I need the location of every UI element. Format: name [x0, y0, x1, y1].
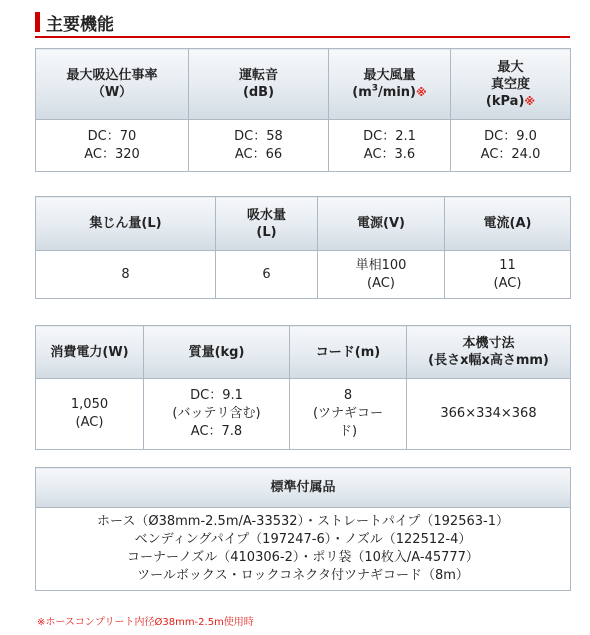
spec-table-2-value-row: [36, 251, 571, 299]
heading-accent-bar: [35, 12, 40, 32]
value-dimensions: 366×334×368: [407, 379, 571, 450]
value-power-consumption: 1,050 (AC): [36, 379, 144, 450]
spec-table-2: [35, 196, 571, 299]
header-cord-length: コード(m): [290, 326, 407, 379]
footnote-mark: ※: [416, 86, 427, 99]
value-max-vacuum: DC：9.0 AC：24.0: [451, 120, 571, 172]
spec-table-2-header-row: [36, 197, 571, 251]
section-title: 主要機能: [46, 14, 114, 35]
header-max-airflow: 最大風量 $(m^3/\min)^※$: [329, 49, 451, 120]
footnote-mark: ※: [524, 94, 536, 108]
header-dust-capacity: 集じん量(L): [36, 197, 216, 251]
value-current: 11 (AC): [445, 251, 571, 299]
accessory-line: ホース（Ø38mm-2.5m/A-33532）・ストレートパイプ（192563-1）: [97, 514, 509, 529]
spec-table-1-value-row: [36, 120, 571, 172]
heading-divider: [35, 36, 570, 38]
accessory-line: ベンディングパイプ（197247-6）・ノズル（122512-4）: [134, 532, 472, 547]
accessories-list: [36, 508, 571, 591]
value-max-airflow: DC：2.1 AC：3.6: [329, 120, 451, 172]
value-weight: DC：9.1 (バッテリ含む) AC：7.8: [144, 379, 290, 450]
section-heading: [35, 11, 114, 33]
spec-table-3-value-row: [36, 379, 571, 450]
spec-table-3-header-row: [36, 326, 571, 379]
value-water-capacity: 6: [216, 251, 318, 299]
header-power-consumption: 消費電力(W): [36, 326, 144, 379]
spec-table-1: [35, 48, 571, 172]
header-current: 電流(A): [445, 197, 571, 251]
header-weight: 質量(kg): [144, 326, 290, 379]
header-water-capacity: 吸水量 (L): [216, 197, 318, 251]
accessories-value-row: [36, 508, 571, 591]
value-power-supply: 単相100 (AC): [318, 251, 445, 299]
accessory-line: ツールボックス・ロックコネクタ付ツナギコード（8m）: [137, 568, 469, 583]
header-max-suction-power: 最大吸込仕事率 （W）: [36, 49, 189, 120]
value-cord-length: 8 (ツナギコー ド): [290, 379, 407, 450]
accessories-header-row: [36, 468, 571, 508]
accessories-table: [35, 467, 571, 591]
header-noise-level: 運転音 (dB): [189, 49, 329, 120]
header-dimensions: 本機寸法 (長さx幅x高さmm): [407, 326, 571, 379]
value-noise-level: DC：58 AC：66: [189, 120, 329, 172]
header-max-vacuum: 最大 真空度 (kPa)※: [451, 49, 571, 120]
spec-table-3: [35, 325, 571, 450]
header-power-supply: 電源(V): [318, 197, 445, 251]
spec-table-1-header-row: [36, 49, 571, 120]
header-standard-accessories: 標準付属品: [36, 468, 571, 508]
accessory-line: コーナーノズル（410306-2）・ポリ袋（10枚入/A-45777）: [127, 550, 479, 565]
footnote: ※ホースコンプリート内径Ø38mm-2.5m使用時: [37, 617, 254, 628]
value-max-suction-power: DC：70 AC：320: [36, 120, 189, 172]
value-dust-capacity: 8: [36, 251, 216, 299]
